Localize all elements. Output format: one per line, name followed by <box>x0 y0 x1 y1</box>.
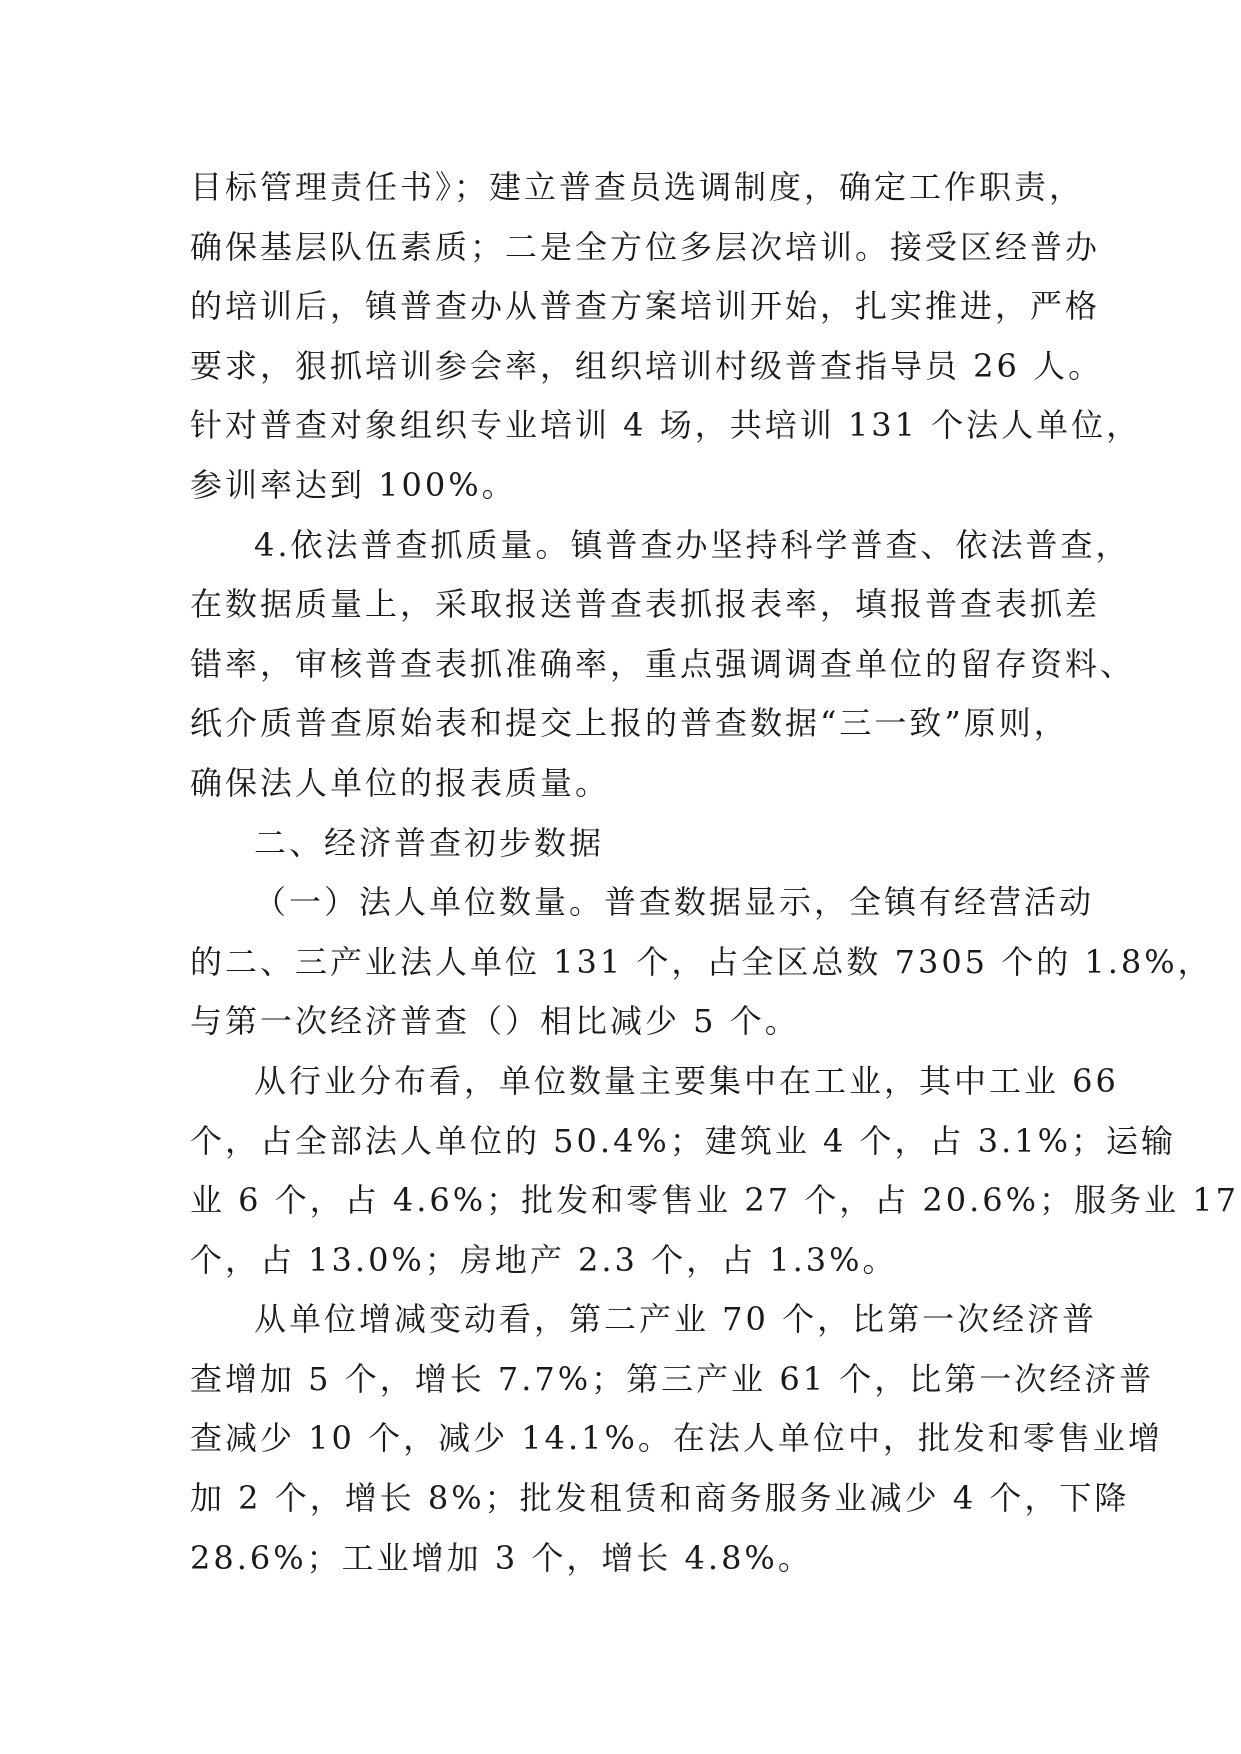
text-line: （一）法人单位数量。普查数据显示，全镇有经营活动 <box>254 883 1095 922</box>
paragraph-unit-change <box>190 1290 1163 1588</box>
text-line: 纸介质普查原始表和提交上报的普查数据“三一致”原则， <box>190 704 1069 743</box>
text-line: 目标管理责任书》；建立普查员选调制度，确定工作职责， <box>190 168 1085 206</box>
paragraph-training-continued <box>190 158 1142 516</box>
text-line: 确保法人单位的报表质量。 <box>190 763 611 802</box>
text-line: 错率，审核普查表抓准确率，重点强调调查单位的留存资料、 <box>190 644 1136 683</box>
text-line: 确保基层队伍素质；二是全方位多层次培训。接受区经普办 <box>190 227 1101 266</box>
text-line: 的二、三产业法人单位 131 个，占全区总数 7305 个的 1.8%， <box>190 942 1213 981</box>
text-line: 针对普查对象组织专业培训 4 场，共培训 131 个法人单位， <box>190 406 1142 445</box>
text-line: 在数据质量上，采取报送普查表抓报表率，填报普查表抓差 <box>190 585 1101 624</box>
text-line: 查增加 5 个，增长 7.7%；第三产业 61 个，比第一次经济普 <box>190 1359 1155 1398</box>
section-heading-text: 二、经济普查初步数据 <box>254 823 605 862</box>
text-line: 查减少 10 个，减少 14.1%。在法人单位中，批发和零售业增 <box>190 1419 1163 1458</box>
section-heading <box>190 814 1070 874</box>
text-line: 28.6%；工业增加 3 个，增长 4.8%。 <box>190 1538 813 1577</box>
paragraph-quality <box>190 516 1136 814</box>
text-line: 要求，狠抓培训参会率，组织培训村级普查指导员 26 人。 <box>190 346 1104 385</box>
text-line: 与第一次经济普查（）相比减少 5 个。 <box>190 1002 800 1041</box>
text-line: 参训率达到 100%。 <box>190 465 517 504</box>
text-line: 个，占全部法人单位的 50.4%；建筑业 4 个，占 3.1%；运输 <box>190 1121 1177 1160</box>
text-line: 个，占 13.0%；房地产 2.3 个，占 1.3%。 <box>190 1240 898 1279</box>
text-line: 加 2 个，增长 8%；批发租赁和商务服务业减少 4 个，下降 <box>190 1479 1130 1518</box>
document-body <box>190 158 1239 1588</box>
paragraph-unit-count <box>190 873 1213 1052</box>
text-line: 4.依法普查抓质量。镇普查办坚持科学普查、依法普查， <box>254 525 1131 564</box>
text-line: 的培训后，镇普查办从普查方案培训开始，扎实推进，严格 <box>190 287 1101 326</box>
text-line: 业 6 个，占 4.6%；批发和零售业 27 个，占 20.6%；服务业 17 <box>190 1181 1239 1220</box>
paragraph-industry-distribution <box>190 1052 1239 1290</box>
text-line: 从行业分布看，单位数量主要集中在工业，其中工业 66 <box>254 1061 1119 1100</box>
text-line: 从单位增减变动看，第二产业 70 个，比第一次经济普 <box>254 1300 1098 1339</box>
